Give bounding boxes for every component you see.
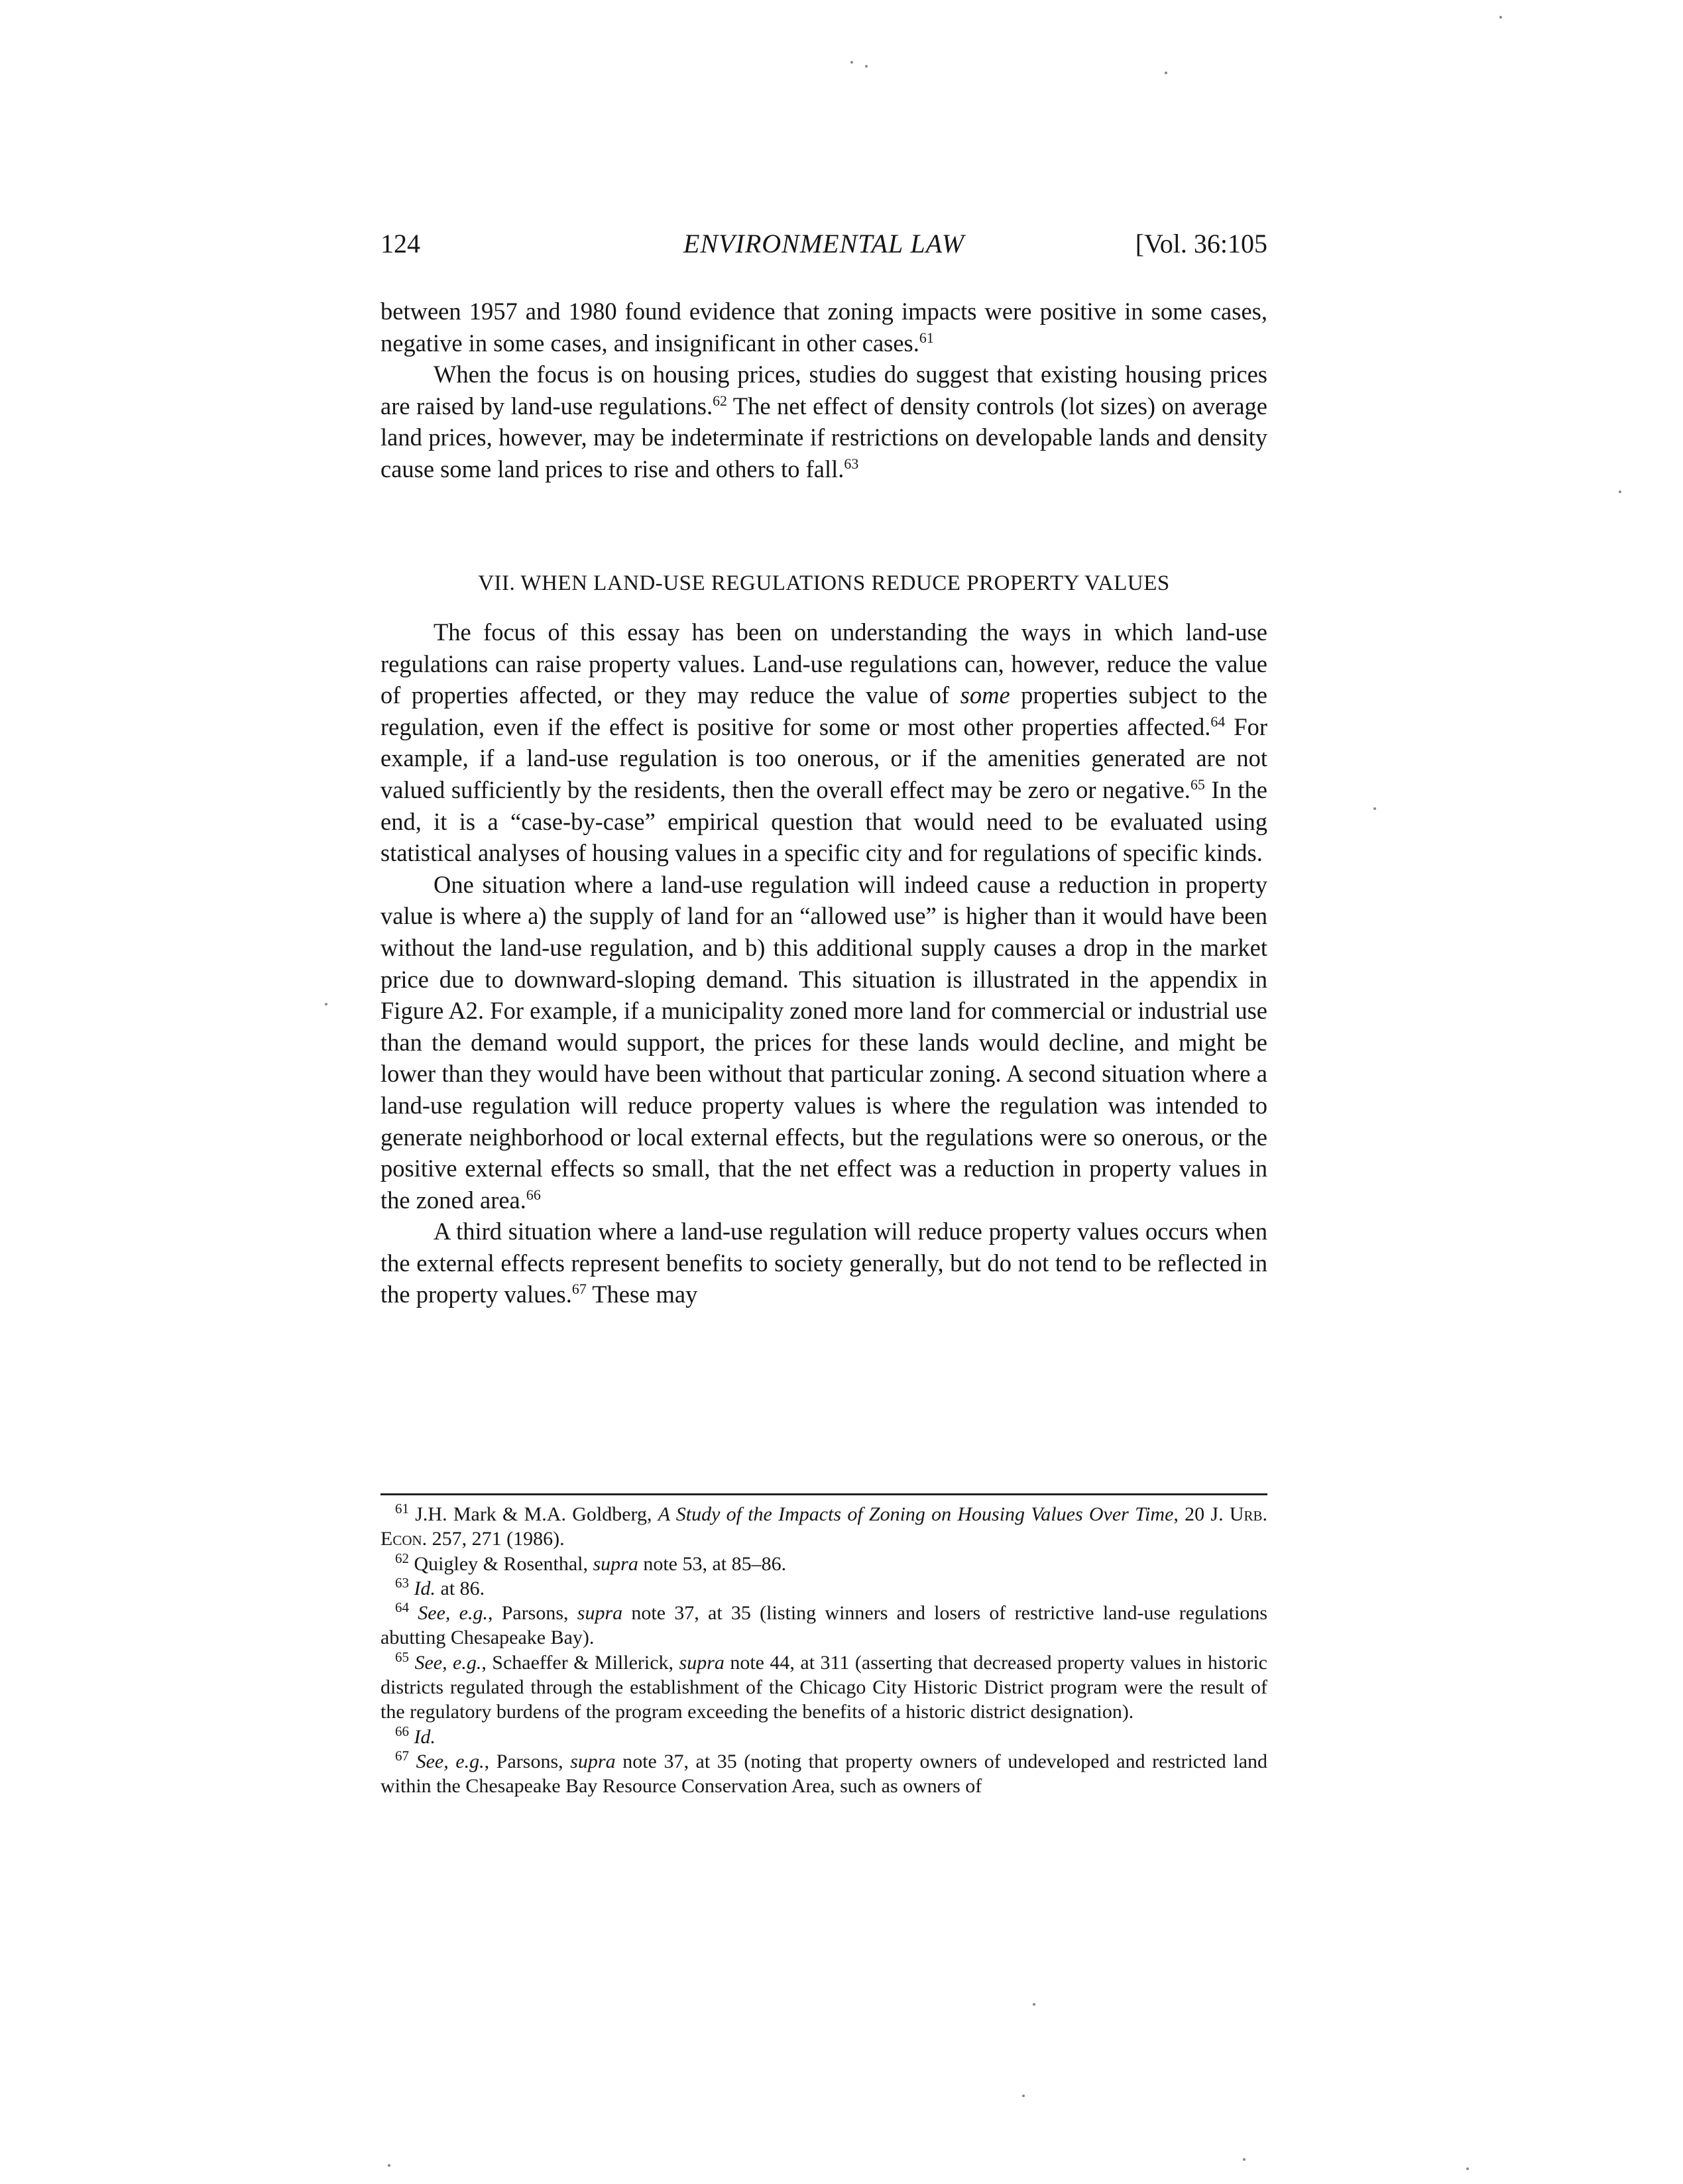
- footnote-ref[interactable]: 64: [1210, 713, 1226, 730]
- scan-speck: [1466, 2167, 1469, 2170]
- footnote-62: $^{62}$ Quigley & Rosenthal, supra note 53, at 85–86.: [395, 1550, 787, 1575]
- scan-speck: [1619, 490, 1621, 493]
- body-top: [380, 296, 1267, 485]
- scan-speck: [1499, 16, 1502, 19]
- scan-speck: [1373, 807, 1376, 810]
- scan-speck: [388, 2164, 390, 2167]
- paragraph: The focus of this essay has been on understanding the ways in which land-use regulations can raise property values. Land-use regulations can, however, reduce the value of properties affected, or they may reduce the value of some properties subject to the regulation, even if the effect is positive for some or most other properties affected.$^{64}$ For example, if a land-use regulation is too onerous, or if the amenities generated are not valued sufficiently by the residents, then the overall effect may be zero or negative.$^{65}$ In the end, it is a “case-by-case” empirical question that would need to be evaluated using statistical analyses of housing values in a specific city and for regulations of specific kinds.: [380, 618, 1268, 867]
- journal-title: ENVIRONMENTAL LAW: [683, 229, 965, 259]
- footnote-64: $^{64}$ See, e.g., Parsons, supra note 37, at 35 (listing winners and losers of restrictive land-use regulations abutting Chesapeake Bay).: [380, 1599, 1268, 1649]
- section-heading: VII. WHEN LAND-USE REGULATIONS REDUCE PROPERTY VALUES: [478, 571, 1170, 595]
- scan-speck: [850, 61, 853, 64]
- paragraph: between 1957 and 1980 found evidence that zoning impacts were positive in some cases, negative in some cases, and insignificant in other cases.$^{61}$: [380, 298, 1267, 357]
- footnote-ref[interactable]: 66: [526, 1186, 541, 1203]
- footnote-63: $^{63}$ Id. at 86.: [395, 1574, 485, 1599]
- footnotes: [380, 1502, 1267, 1799]
- scan-speck: [1165, 72, 1167, 74]
- footnote-divider: [380, 1493, 1267, 1495]
- footnote-ref[interactable]: 65: [1190, 776, 1205, 793]
- footnote-67: $^{67}$ See, e.g., Parsons, supra note 37, at 35 (noting that property owners of undeveloped and restricted land within the Chesapeake Bay Resource Conservation Area, such as owners of: [380, 1747, 1268, 1798]
- footnote-ref[interactable]: 67: [571, 1281, 587, 1298]
- scan-speck: [865, 65, 868, 68]
- paragraph: A third situation where a land-use regulation will reduce property values occurs when the external effects represent benefits to society generally, but do not tend to be reflected in the property values.$^{67}$ These may: [380, 1218, 1267, 1308]
- scan-speck: [1022, 2095, 1025, 2097]
- page-number: 124: [380, 229, 420, 259]
- paragraph: When the focus is on housing prices, studies do suggest that existing housing prices are raised by land-use regulations.$^{62}$ The net effect of density controls (lot sizes) on average land prices, however, may be indeterminate if restrictions on developable lands and density cause some land prices to rise and others to fall.$^{63}$: [380, 361, 1267, 483]
- volume-citation: [Vol. 36:105: [1135, 229, 1267, 259]
- running-head: [380, 228, 1267, 265]
- scan-speck: [1033, 2003, 1035, 2006]
- footnote-61: $^{61}$ J.H. Mark & M.A. Goldberg, A Study of the Impacts of Zoning on Housing Values Over Time, 20 J. Urb. Econ. 257, 271 (1986).: [380, 1501, 1268, 1550]
- scan-speck: [325, 1003, 327, 1006]
- footnote-ref[interactable]: 62: [713, 392, 727, 409]
- body-main: [380, 616, 1267, 1310]
- scan-speck: [1243, 2158, 1246, 2161]
- paragraph: One situation where a land-use regulation will indeed cause a reduction in property value is where a) the supply of land for an “allowed use” is higher than it would have been without the land-use regulation, and b) this additional supply causes a drop in the market price due to downward-sloping demand. This situation is illustrated in the appendix in Figure A2. For example, if a municipality zoned more land for commercial or industrial use than the demand would support, the prices for these lands would decline, and might be lower than they would have been without that particular zoning. A second situation where a land-use regulation will reduce property values is where the regulation was intended to generate neighborhood or local external effects, but the regulations were so onerous, or the positive external effects so small, that the net effect was a reduction in property values in the zoned area.$^{66}$: [380, 870, 1267, 1214]
- footnote-ref[interactable]: 63: [844, 455, 859, 472]
- footnote-65: $^{65}$ See, e.g., Schaeffer & Millerick, supra note 44, at 311 (asserting that decreased property values in historic districts regulated through the establishment of the Chicago City Historic District program were the result of the regulatory burdens of the program exceeding the benefits of a historic district designation).: [380, 1648, 1267, 1723]
- footnote-66: $^{66}$ Id.: [395, 1723, 435, 1748]
- footnote-ref[interactable]: 61: [919, 329, 934, 346]
